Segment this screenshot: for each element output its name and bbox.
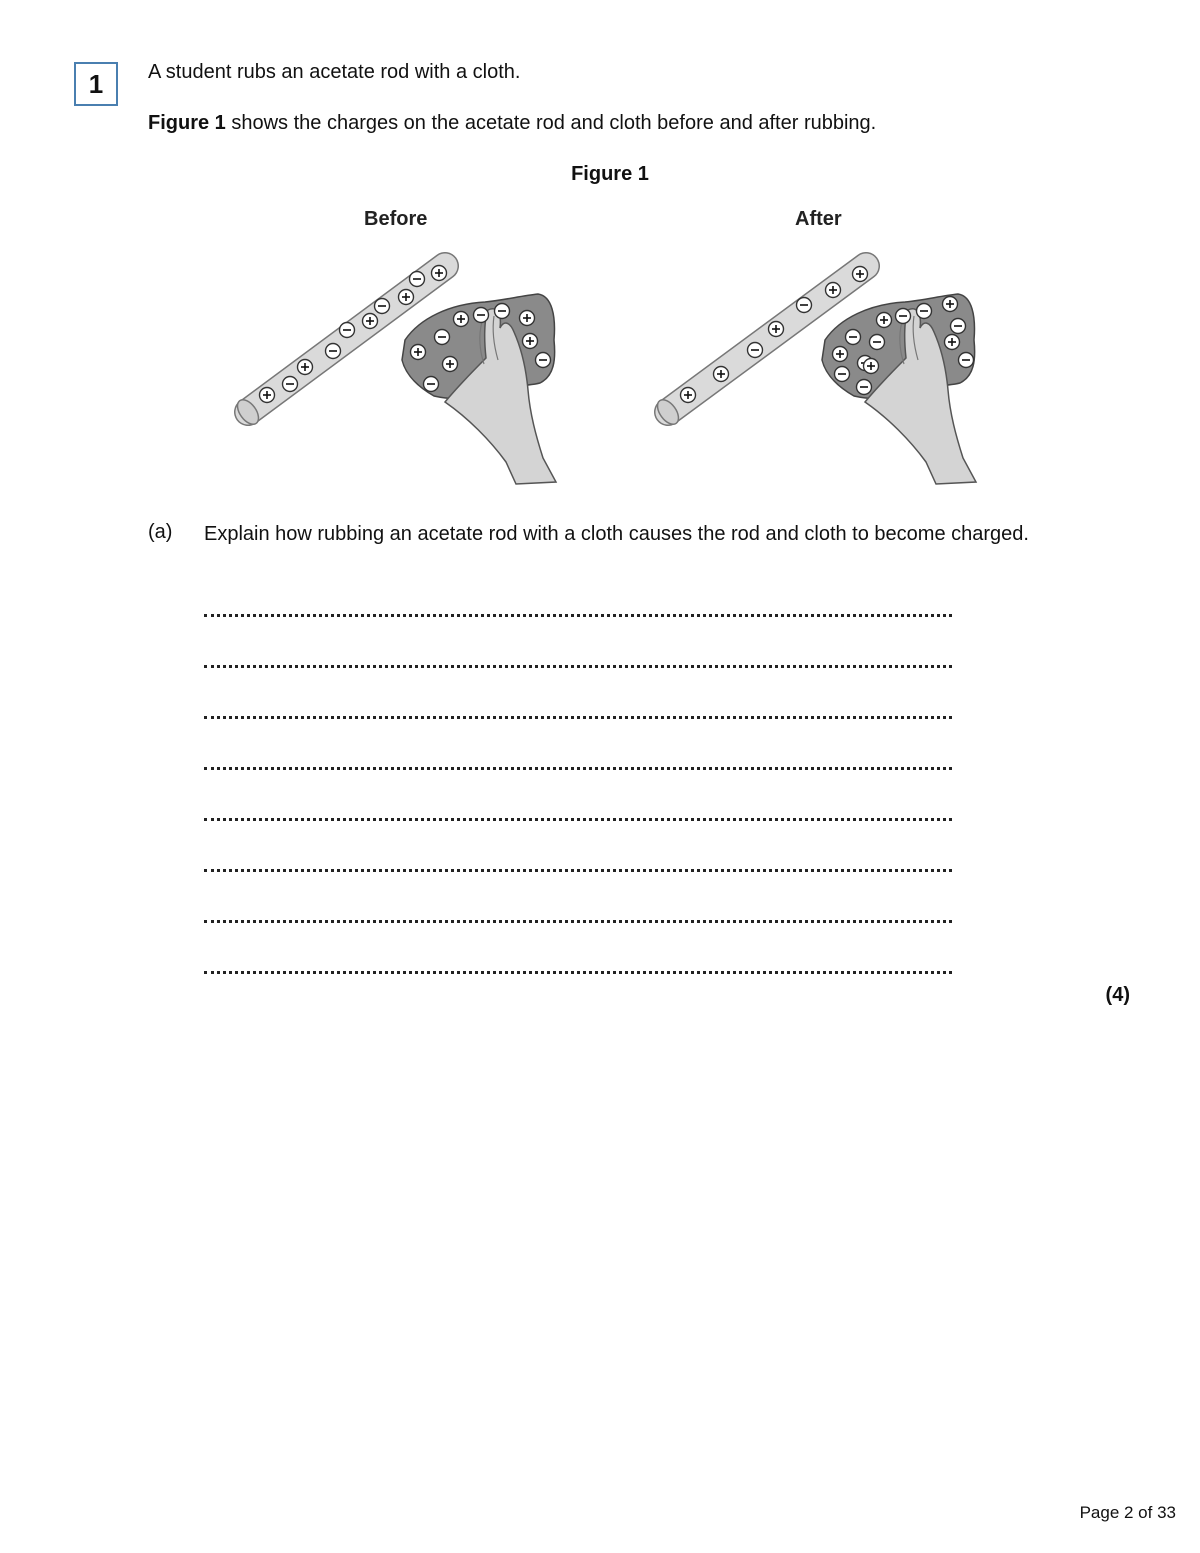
before-label: Before	[364, 208, 428, 230]
question-intro: A student rubs an acetate rod with a cloth.	[148, 61, 521, 83]
answer-line-4[interactable]	[204, 763, 952, 770]
answer-line-1[interactable]	[204, 610, 952, 617]
marks-available: (4)	[1105, 984, 1130, 1006]
figure-title: Figure 1	[571, 163, 649, 185]
part-a-question: Explain how rubbing an acetate rod with a cloth causes the rod and cloth to become charged.	[204, 523, 1029, 545]
answer-line-6[interactable]	[204, 865, 952, 872]
answer-line-2[interactable]	[204, 661, 952, 668]
after-label: After	[795, 208, 842, 230]
question-number-box	[74, 62, 118, 106]
figure-illustration	[220, 200, 1010, 500]
part-a-label: (a)	[148, 521, 173, 543]
page-number: Page 2 of 33	[1079, 1503, 1176, 1522]
answer-line-7[interactable]	[204, 916, 952, 923]
answer-line-5[interactable]	[204, 814, 952, 821]
figure-reference-bold: Figure 1	[148, 112, 226, 134]
figure-reference-sentence	[148, 112, 876, 135]
answer-line-3[interactable]	[204, 712, 952, 719]
figure-1	[220, 200, 1010, 500]
answer-line-8[interactable]	[204, 967, 952, 974]
figure-reference-rest: shows the charges on the acetate rod and cloth before and after rubbing.	[225, 112, 877, 134]
question-number: 1	[88, 68, 104, 99]
after-panel	[653, 266, 976, 484]
before-panel	[233, 266, 556, 485]
